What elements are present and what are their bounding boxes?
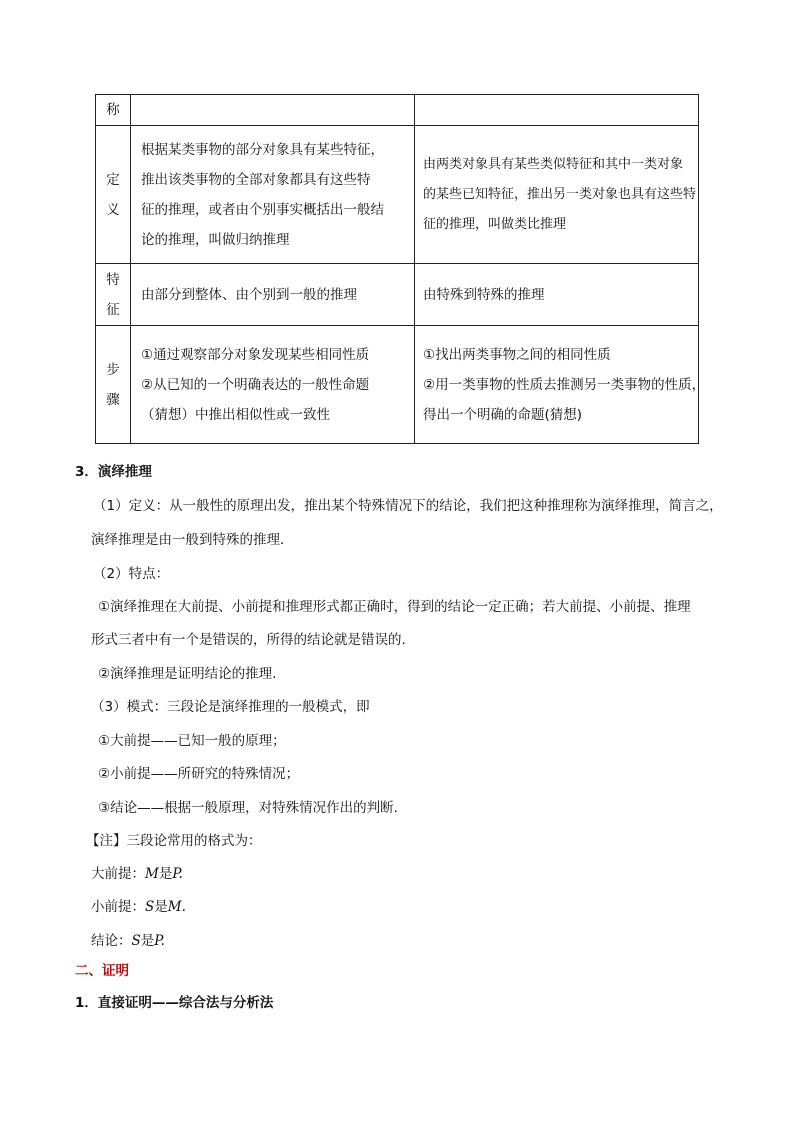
format-major [91, 864, 183, 884]
cell-line: （猜想）中推出相似性或一致性 [141, 406, 330, 423]
table-row [96, 326, 699, 444]
cell-line: 由两类对象具有某些类似特征和其中一类对象 [423, 156, 684, 172]
table-row [96, 264, 699, 326]
format-label: 小前提： [91, 899, 145, 915]
table-row [96, 126, 699, 264]
symbol-p: P. [172, 866, 183, 882]
feature-line: ②演绎推理是证明结论的推理. [98, 666, 277, 682]
symbol-p: P. [154, 933, 165, 949]
row-header [96, 95, 131, 126]
induction-cell [131, 326, 415, 444]
format-is: 是 [158, 866, 173, 882]
format-is: 是 [154, 899, 168, 915]
row-header-char: 步 [106, 361, 120, 378]
row-header-char: 骤 [106, 391, 120, 408]
cell-line: 征的推理，或者由个别事实概括出一般结 [141, 201, 384, 218]
definition-line: （1）定义：从一般性的原理出发，推出某个特殊情况下的结论，我们把这种推理称为演绎推理，简言之， [93, 498, 723, 514]
symbol-m: M. [167, 899, 186, 915]
cell-line: ②从已知的一个明确表达的一般性命题 [141, 376, 370, 393]
cell-line: 由部分到整体、由个别到一般的推理 [141, 286, 357, 303]
row-header-char: 定 [106, 171, 120, 188]
format-is: 是 [140, 933, 155, 949]
mode-line: （3）模式：三段论是演绎推理的一般模式，即 [91, 699, 370, 715]
feature-line: ①演绎推理在大前提、小前提和推理形式都正确时，得到的结论一定正确；若大前提、小前提、推理 [98, 599, 691, 615]
format-conclusion [91, 931, 165, 951]
cell-line: 推出该类事物的全部对象都具有这些特 [141, 171, 371, 188]
cell-line: 论的推理，叫做归纳推理 [141, 231, 290, 248]
induction-cell [131, 264, 415, 326]
section-heading: 3．演绎推理 [75, 464, 152, 480]
row-header-char: 称 [106, 102, 120, 118]
cell-line: 的某些已知特征，推出另一类对象也具有这些特 [423, 186, 697, 202]
inference-comparison-table [95, 94, 706, 444]
syllogism-major: ①大前提——已知一般的原理； [98, 733, 286, 749]
proof-section-heading: 二、证明 [75, 963, 129, 979]
row-header [96, 126, 131, 264]
proof-subheading: 1．直接证明——综合法与分析法 [75, 995, 274, 1011]
row-header [96, 326, 131, 444]
analogy-cell [415, 326, 706, 444]
analogy-cell [415, 126, 699, 264]
cell-line: 征的推理，叫做类比推理 [423, 216, 567, 232]
syllogism-conclusion: ③结论——根据一般原理，对特殊情况作出的判断. [98, 800, 398, 816]
definition-line: 演绎推理是由一般到特殊的推理． [91, 532, 294, 548]
row-header-char: 征 [106, 301, 120, 318]
row-header-char: 义 [106, 201, 120, 218]
note-line: 【注】三段论常用的格式为： [86, 833, 262, 849]
row-header-char: 特 [106, 271, 120, 288]
feature-line: 形式三者中有一个是错误的，所得的结论就是错误的. [91, 632, 406, 648]
cell-line: ①通过观察部分对象发现某些相同性质 [141, 346, 370, 363]
symbol-s: S [145, 899, 155, 915]
format-label: 结论： [91, 933, 132, 949]
table-row [96, 95, 699, 126]
cell-line: ②用一类事物的性质去推测另一类事物的性质， [423, 376, 706, 393]
row-header [96, 264, 131, 326]
symbol-s: S [131, 933, 141, 949]
cell-line: ①找出两类事物之间的相同性质 [423, 346, 611, 363]
cell-line: 由特殊到特殊的推理 [423, 286, 545, 303]
symbol-m: M [145, 866, 159, 882]
format-minor [91, 897, 186, 917]
features-label: （2）特点： [93, 566, 170, 582]
analogy-cell [415, 264, 699, 326]
cell-line: 根据某类事物的部分对象具有某些特征， [141, 141, 384, 158]
cell-line: 得出一个明确的命题(猜想) [423, 406, 583, 423]
syllogism-minor: ②小前提——所研究的特殊情况； [98, 766, 300, 782]
analogy-cell [415, 95, 699, 126]
induction-cell [131, 95, 415, 126]
format-label: 大前提： [91, 866, 145, 882]
induction-cell [131, 126, 415, 264]
